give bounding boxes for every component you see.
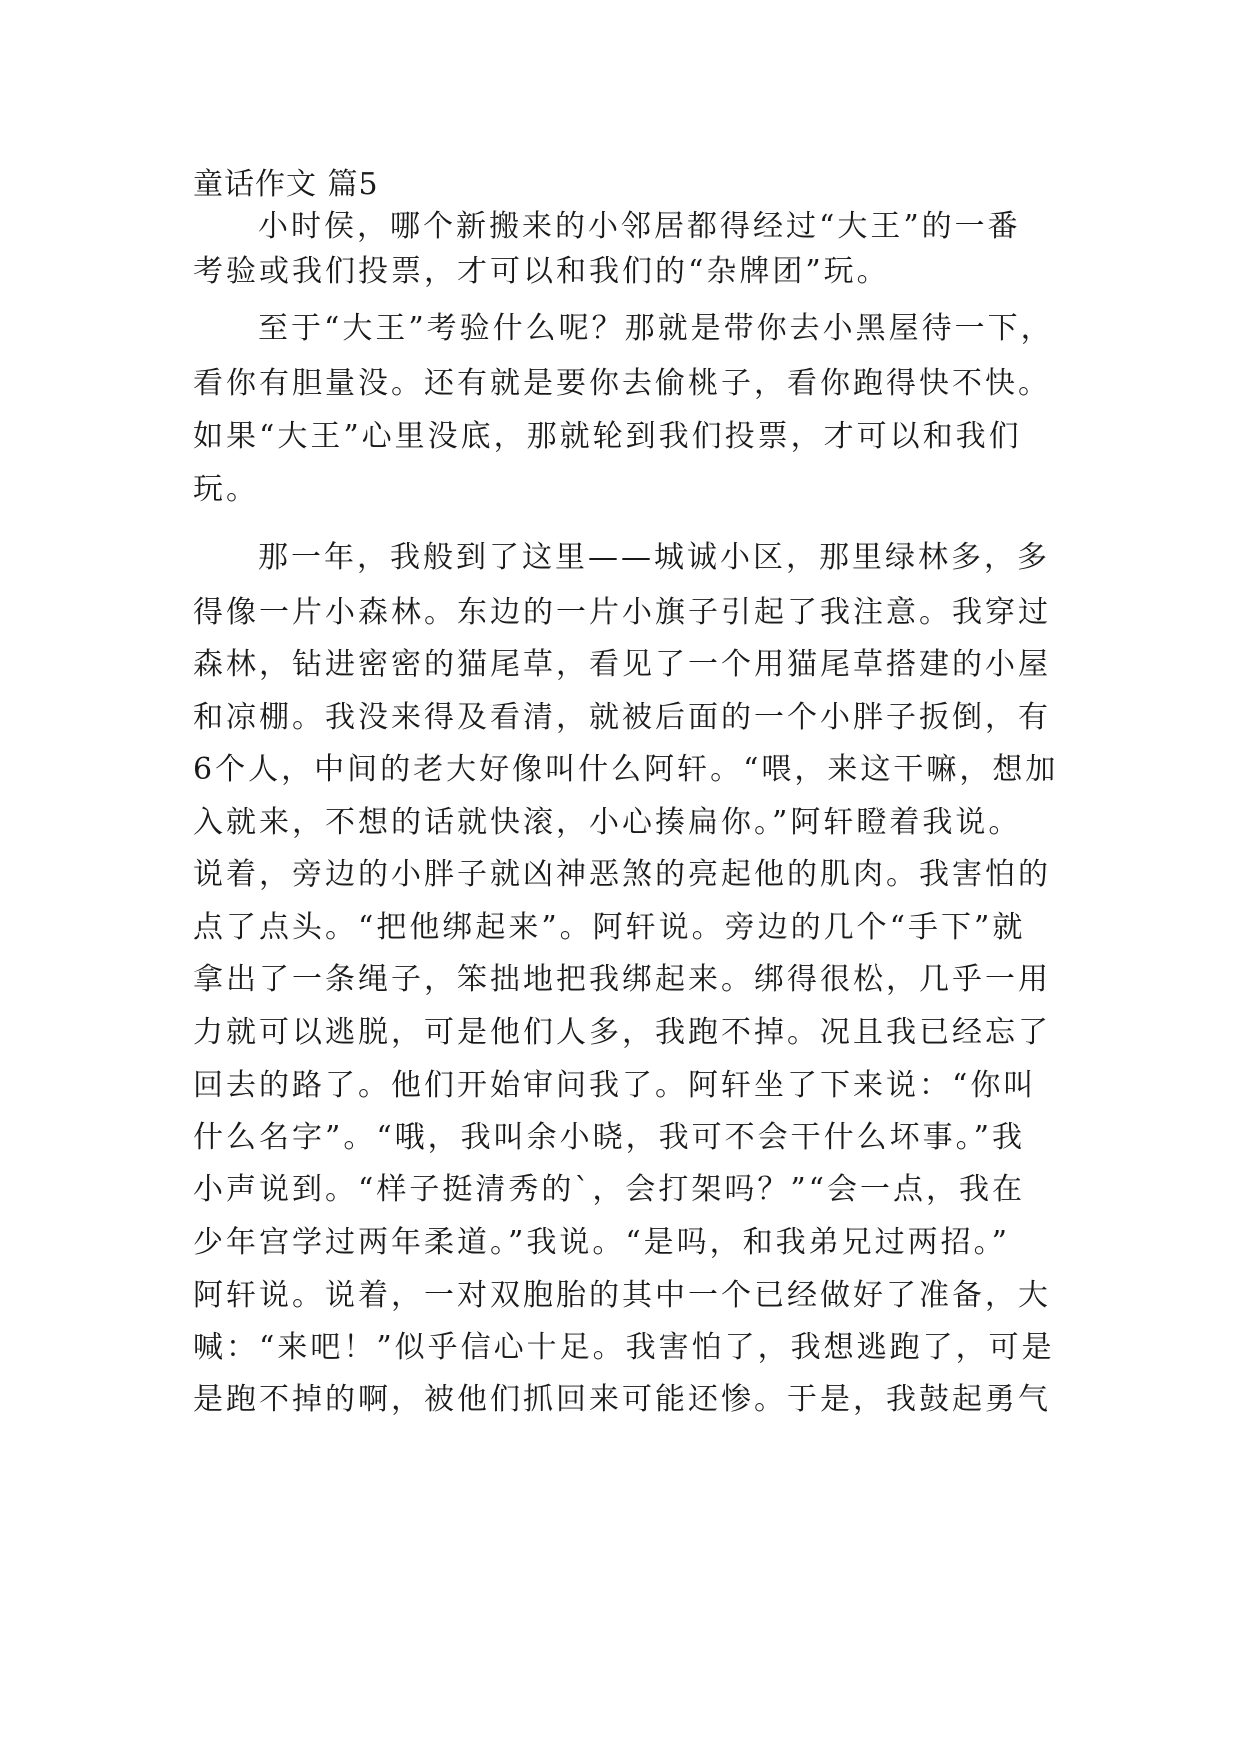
text-line: 看你有胆量没。还有就是要你去偷桃子，看你跑得快不快。 xyxy=(193,366,1051,401)
text-line: 回去的路了。他们开始审问我了。阿轩坐了下来说：“你叫 xyxy=(193,1068,1037,1103)
text-line: 小声说到。“样子挺清秀的`，会打架吗？”“会一点，我在 xyxy=(193,1172,1026,1207)
text-line: 什么名字”。“哦，我叫余小晓，我可不会干什么坏事。”我 xyxy=(193,1120,1026,1155)
text-line: 说着，旁边的小胖子就凶神恶煞的亮起他的肌肉。我害怕的 xyxy=(193,857,1051,892)
text-line: 小时侯，哪个新搬来的小邻居都得经过“大王”的一番 xyxy=(258,209,1021,244)
text-line: 考验或我们投票，才可以和我们的“杂牌团”玩。 xyxy=(193,254,890,289)
text-line: 少年宫学过两年柔道。”我说。“是吗，和我弟兄过两招。” xyxy=(193,1225,1011,1260)
text-line: 拿出了一条绳子，笨拙地把我绑起来。绑得很松，几乎一用 xyxy=(193,962,1051,997)
text-line: 阿轩说。说着，一对双胞胎的其中一个已经做好了准备，大 xyxy=(193,1278,1051,1313)
text-line: 入就来，不想的话就快滚，小心揍扁你。”阿轩瞪着我说。 xyxy=(193,805,1022,840)
text-line: 点了点头。“把他绑起来”。阿轩说。旁边的几个“手下”就 xyxy=(193,910,1026,945)
text-line: 得像一片小森林。东边的一片小旗子引起了我注意。我穿过 xyxy=(193,595,1051,630)
text-line: 森林，钻进密密的猫尾草，看见了一个用猫尾草搭建的小屋 xyxy=(193,647,1051,682)
text-line: 如果“大王”心里没底，那就轮到我们投票，才可以和我们 xyxy=(193,419,1022,454)
text-line: 是跑不掉的啊，被他们抓回来可能还惨。于是，我鼓起勇气 xyxy=(193,1382,1051,1417)
text-line: 和凉棚。我没来得及看清，就被后面的一个小胖子扳倒，有 xyxy=(193,700,1051,735)
text-line: 力就可以逃脱，可是他们人多，我跑不掉。况且我已经忘了 xyxy=(193,1015,1051,1050)
text-line: 玩。 xyxy=(193,472,259,507)
document-title: 童话作文 篇5 xyxy=(193,167,379,202)
text-line: 喊：“来吧！”似乎信心十足。我害怕了，我想逃跑了，可是 xyxy=(193,1330,1055,1365)
text-line: 至于“大王”考验什么呢？那就是带你去小黑屋待一下， xyxy=(258,311,1054,346)
text-line: 6个人，中间的老大好像叫什么阿轩。“喂，来这干嘛，想加 xyxy=(193,752,1059,787)
text-line: 那一年，我般到了这里——城诚小区，那里绿林多，多 xyxy=(258,540,1050,575)
